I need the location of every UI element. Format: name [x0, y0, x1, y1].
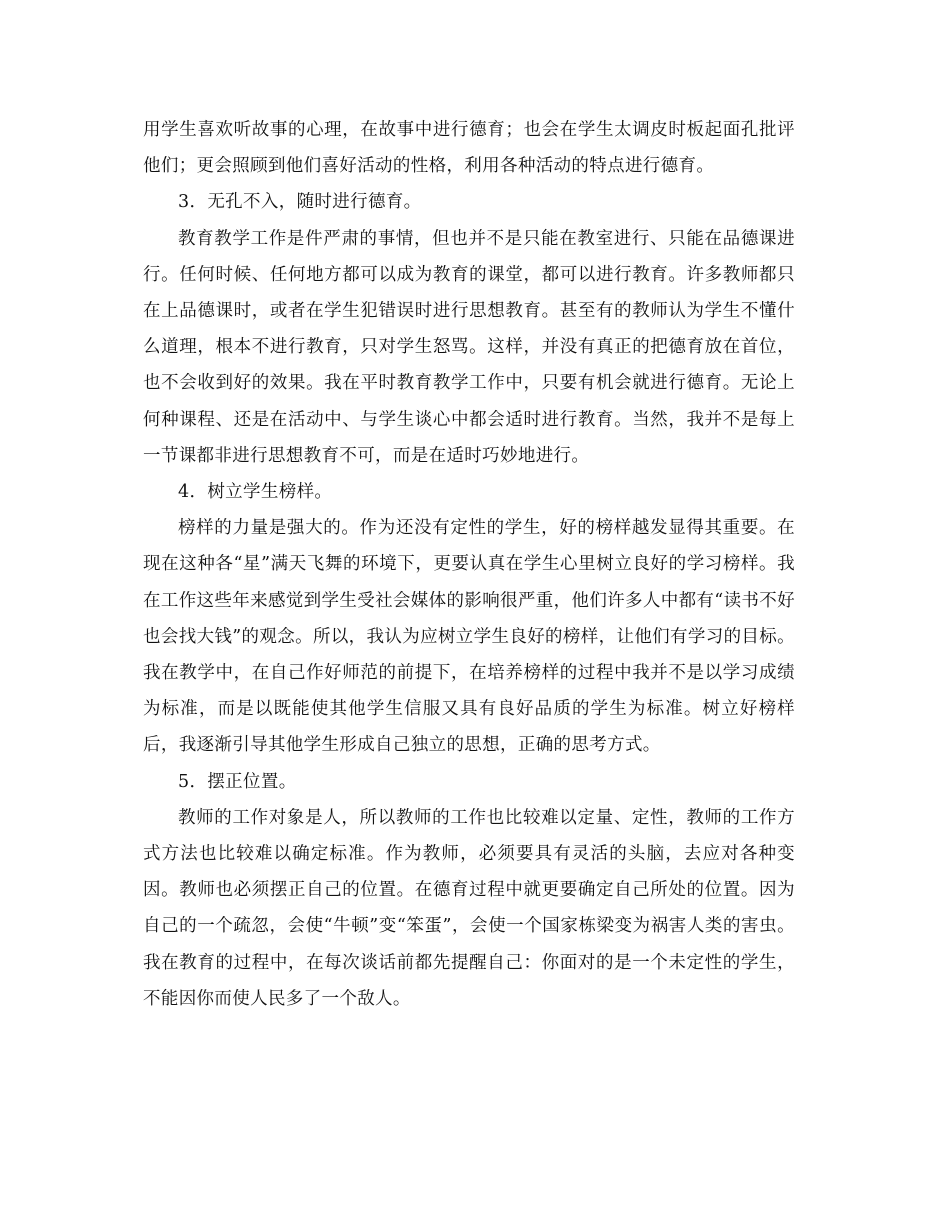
paragraph-continuation: 用学生喜欢听故事的心理，在故事中进行德育；也会在学生太调皮时板起面孔批评他们；更会照顾到他们喜好活动的性格，利用各种活动的特点进行德育。: [143, 120, 795, 177]
paragraph-body: 教育教学工作是件严肃的事情，但也并不是只能在教室进行、只能在品德课进行。任何时候、任何地方都可以成为教育的课堂，都可以进行教育。许多教师都只在上品德课时，或者在学生犯错误时进行思想教育。甚至有的教师认为学生不懂什么道理，根本不进行教育，只对学生怒骂。这样，并没有真正的把德育放在首位，也不会收到好的效果。我在平时教育教学工作中，只要有机会就进行德育。无论上何种课程、还是在活动中、与学生谈心中都会适时进行教育。当然，我并不是每上一节课都非进行思想教育不可，而是在适时巧妙地进行。: [143, 228, 795, 466]
section-heading-3: 3．无孔不入，随时进行德育。: [178, 192, 422, 213]
paragraph-body: 榜样的力量是强大的。作为还没有定性的学生，好的榜样越发显得其重要。在现在这种各“星”满天飞舞的环境下，更要认真在学生心里树立良好的学习榜样。我在工作这些年来感觉到学生受社会媒体的影响很严重，他们许多人中都有“读书不好也会找大钱”的观念。所以，我认为应树立学生良好的榜样，让他们有学习的目标。我在教学中，在自己作好师范的前提下，在培养榜样的过程中我并不是以学习成绩为标准，而是以既能使其他学生信服又具有良好品质的学生为标准。树立好榜样后，我逐渐引导其他学生形成自己独立的思想，正确的思考方式。: [143, 518, 795, 756]
document-page: [143, 112, 795, 1017]
section-heading-5: 5．摆正位置。: [178, 771, 297, 792]
section-heading-4: 4．树立学生榜样。: [178, 482, 333, 503]
paragraph-body: 教师的工作对象是人，所以教师的工作也比较难以定量、定性，教师的工作方式方法也比较难以确定标准。作为教师，必须要具有灵活的头脑，去应对各种变因。教师也必须摆正自己的位置。在德育过程中就更要确定自己所处的位置。因为自己的一个疏忽，会使“牛顿”变“笨蛋”，会使一个国家栋梁变为祸害人类的害虫。我在教育的过程中，在每次谈话前都先提醒自己：你面对的是一个未定性的学生，不能因你而使人民多了一个敌人。: [143, 807, 795, 1009]
